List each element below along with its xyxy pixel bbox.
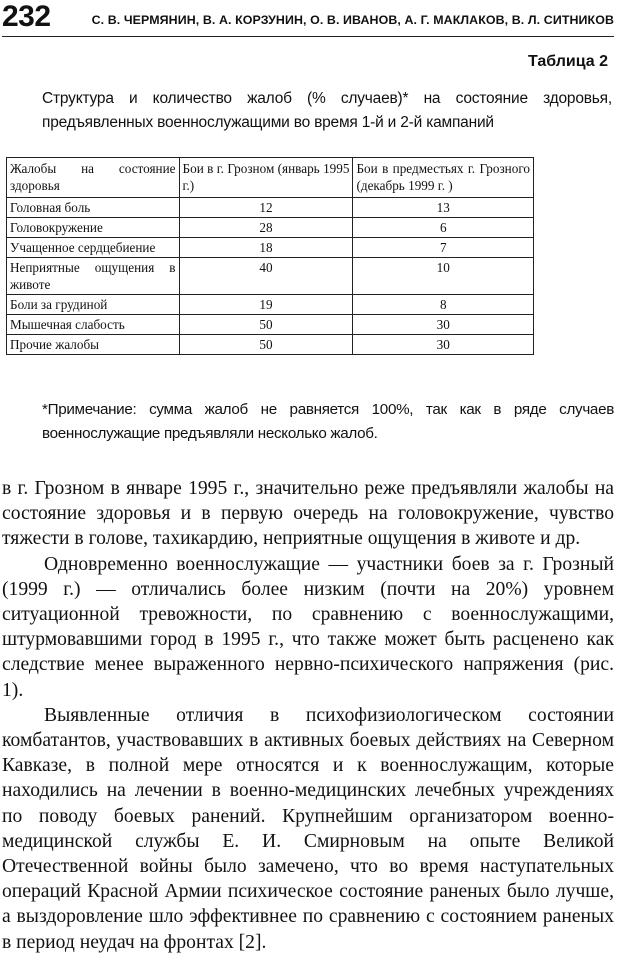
- row-label: Головная боль: [7, 198, 180, 218]
- table-row: [7, 198, 534, 218]
- value-1995: 50: [179, 315, 353, 335]
- table-footnote: *Примечание: сумма жалоб не равняется 100%, так как в ряде случаев военнослужащие предъявляли несколько жалоб.: [42, 401, 614, 442]
- row-label: Неприятные ощущения в животе: [7, 258, 180, 295]
- table-row: [7, 218, 534, 238]
- complaints-table: [6, 157, 534, 355]
- table-row: [7, 295, 534, 315]
- row-label: Мышечная слабость: [7, 315, 180, 335]
- row-label: Головокружение: [7, 218, 180, 238]
- paragraph: Одновременно военнослужащие — участники боев за г. Грозный (1999 г.) — отличались более низким (почти на 20%) уровнем ситуационной тревожности, по сравнению с военнослужащими, штурмовавшими город в 1995 г., что также может быть расценено как следствие менее выраженного нервно-психического напряжения (рис. 1).: [2, 553, 614, 701]
- value-1999: 6: [353, 218, 534, 238]
- running-header: [2, 0, 614, 37]
- value-1995: 50: [179, 335, 353, 355]
- body-text: [2, 476, 614, 955]
- table-row: [7, 315, 534, 335]
- column-header-1999: Бои в предместьях г. Грозного (декабрь 1999 г. ): [353, 158, 534, 198]
- value-1999: 10: [353, 258, 534, 295]
- value-1995: 12: [179, 198, 353, 218]
- paragraph: в г. Грозном в январе 1995 г., значительно реже предъявляли жалобы на состояние здоровья и в первую очередь на головокружение, чувство тяжести в голове, тахикардию, неприятные ощущения в животе и др.: [2, 478, 614, 550]
- value-1999: 13: [353, 198, 534, 218]
- value-1995: 28: [179, 218, 353, 238]
- value-1999: 30: [353, 335, 534, 355]
- page-number: 232: [2, 0, 51, 33]
- value-1995: 18: [179, 238, 353, 258]
- table-header-row: [7, 158, 534, 198]
- value-1995: 19: [179, 295, 353, 315]
- table-row: [7, 258, 534, 295]
- running-header-authors: С. В. ЧЕРМЯНИН, В. А. КОРЗУНИН, О. В. ИВАНОВ, А. Г. МАКЛАКОВ, В. Л. СИТНИКОВ: [91, 13, 614, 27]
- value-1995: 40: [179, 258, 353, 295]
- table-row: [7, 238, 534, 258]
- table-caption: Структура и количество жалоб (% случаев)* на состояние здоровья, предъявленных военнослужащими во время 1-й и 2-й кампаний: [42, 90, 612, 131]
- table-row: [7, 335, 534, 355]
- row-label: Прочие жалобы: [7, 335, 180, 355]
- row-label: Учащенное сердцебиение: [7, 238, 180, 258]
- value-1999: 30: [353, 315, 534, 335]
- paragraph: Выявленные отличия в психофизиологическом состоянии комбатантов, участвовавших в активных боевых действиях на Северном Кавказе, в полной мере относятся и к военнослужащим, которые находились на лечении в военно-медицинских лечебных учреждениях по поводу боевых ранений. Крупнейшим организатором военно-медицинской службы Е. И. Смирновым на опыте Великой Отечественной войны было замечено, что во время наступательных операций Красной Армии психическое состояние раненых было лучше, а выздоровление шло эффективнее по сравнению с состоянием раненых в период неудач на фронтах [2].: [2, 704, 614, 953]
- column-header-1995: Бои в г. Грозном (январь 1995 г.): [179, 158, 353, 198]
- table-label: Таблица 2: [527, 53, 608, 70]
- row-label: Боли за грудиной: [7, 295, 180, 315]
- column-header-complaints: Жалобы на состояние здоровья: [7, 158, 180, 198]
- value-1999: 8: [353, 295, 534, 315]
- value-1999: 7: [353, 238, 534, 258]
